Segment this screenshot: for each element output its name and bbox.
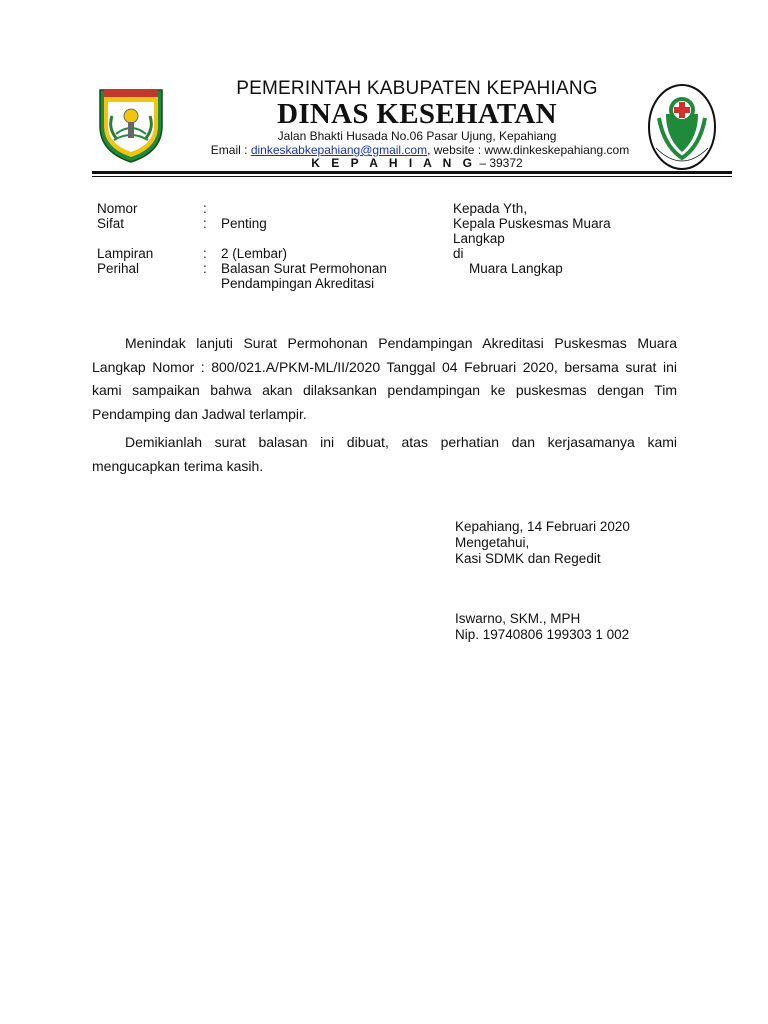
recipient-title: Kepala Puskesmas Muara xyxy=(453,216,611,231)
agency-address: Jalan Bhakti Husada No.06 Pasar Ujung, Kepahiang xyxy=(277,129,557,143)
sifat-colon: : xyxy=(203,216,207,231)
lampiran-value: 2 (Lembar) xyxy=(221,246,288,261)
nomor-colon: : xyxy=(203,201,207,216)
perihal-value-line2: Pendampingan Akreditasi xyxy=(221,276,375,291)
nomor-label: Nomor xyxy=(97,201,138,216)
signatory-nip: Nip. 19740806 199303 1 002 xyxy=(455,627,630,642)
sifat-value: Penting xyxy=(221,216,267,231)
body-paragraph-2: Demikianlah surat balasan ini dibuat, atas perhatian dan kerjasamanya kami mengucapkan terima kasih. xyxy=(92,434,677,474)
city-postal xyxy=(190,156,644,170)
sifat-label: Sifat xyxy=(97,216,125,231)
header-rule-thick xyxy=(92,171,732,174)
email-link[interactable]: dinkeskabkepahiang@gmail.com xyxy=(250,143,428,157)
signatory-name: Iswarno, SKM., MPH xyxy=(455,611,581,626)
perihal-colon: : xyxy=(203,261,207,276)
perihal-value-line1: Balasan Surat Permohonan xyxy=(221,261,387,276)
lampiran-colon: : xyxy=(203,246,207,261)
header-rule-thin xyxy=(92,176,732,177)
bakti-husada-logo xyxy=(646,82,718,176)
website-text: , website : www.dinkeskepahiang.com xyxy=(427,143,630,157)
recipient-place: Muara Langkap xyxy=(469,261,563,276)
city-name: K E P A H I A N G xyxy=(311,156,476,170)
contact-line xyxy=(150,143,690,157)
recipient-title-cont: Langkap xyxy=(453,231,505,246)
signature-place-date: Kepahiang, 14 Februari 2020 xyxy=(455,519,630,534)
perihal-label: Perihal xyxy=(97,261,140,276)
agency-name: DINAS KESEHATAN xyxy=(277,98,557,130)
postal-code: – 39372 xyxy=(475,156,523,170)
email-label: Email : xyxy=(210,143,251,157)
government-name: PEMERINTAH KABUPATEN KEPAHIANG xyxy=(236,78,598,99)
signature-position: Kasi SDMK dan Regedit xyxy=(455,551,601,566)
body-paragraph-1: Menindak lanjuti Surat Permohonan Pendampingan Akreditasi Puskesmas Muara Langkap Nomor : 800/021.A/PKM-ML/II/2020 Tanggal 04 Februari 2020, bersama surat ini kami sampaikan bahwa akan dilaksankan pendampingan ke puskesmas dengan Tim Pendamping dan Jadwal terlampir. xyxy=(92,335,677,422)
signature-acknowledged: Mengetahui, xyxy=(455,535,530,550)
lampiran-label: Lampiran xyxy=(97,246,154,261)
recipient-di: di xyxy=(453,246,464,261)
recipient-greeting: Kepada Yth, xyxy=(453,201,528,216)
